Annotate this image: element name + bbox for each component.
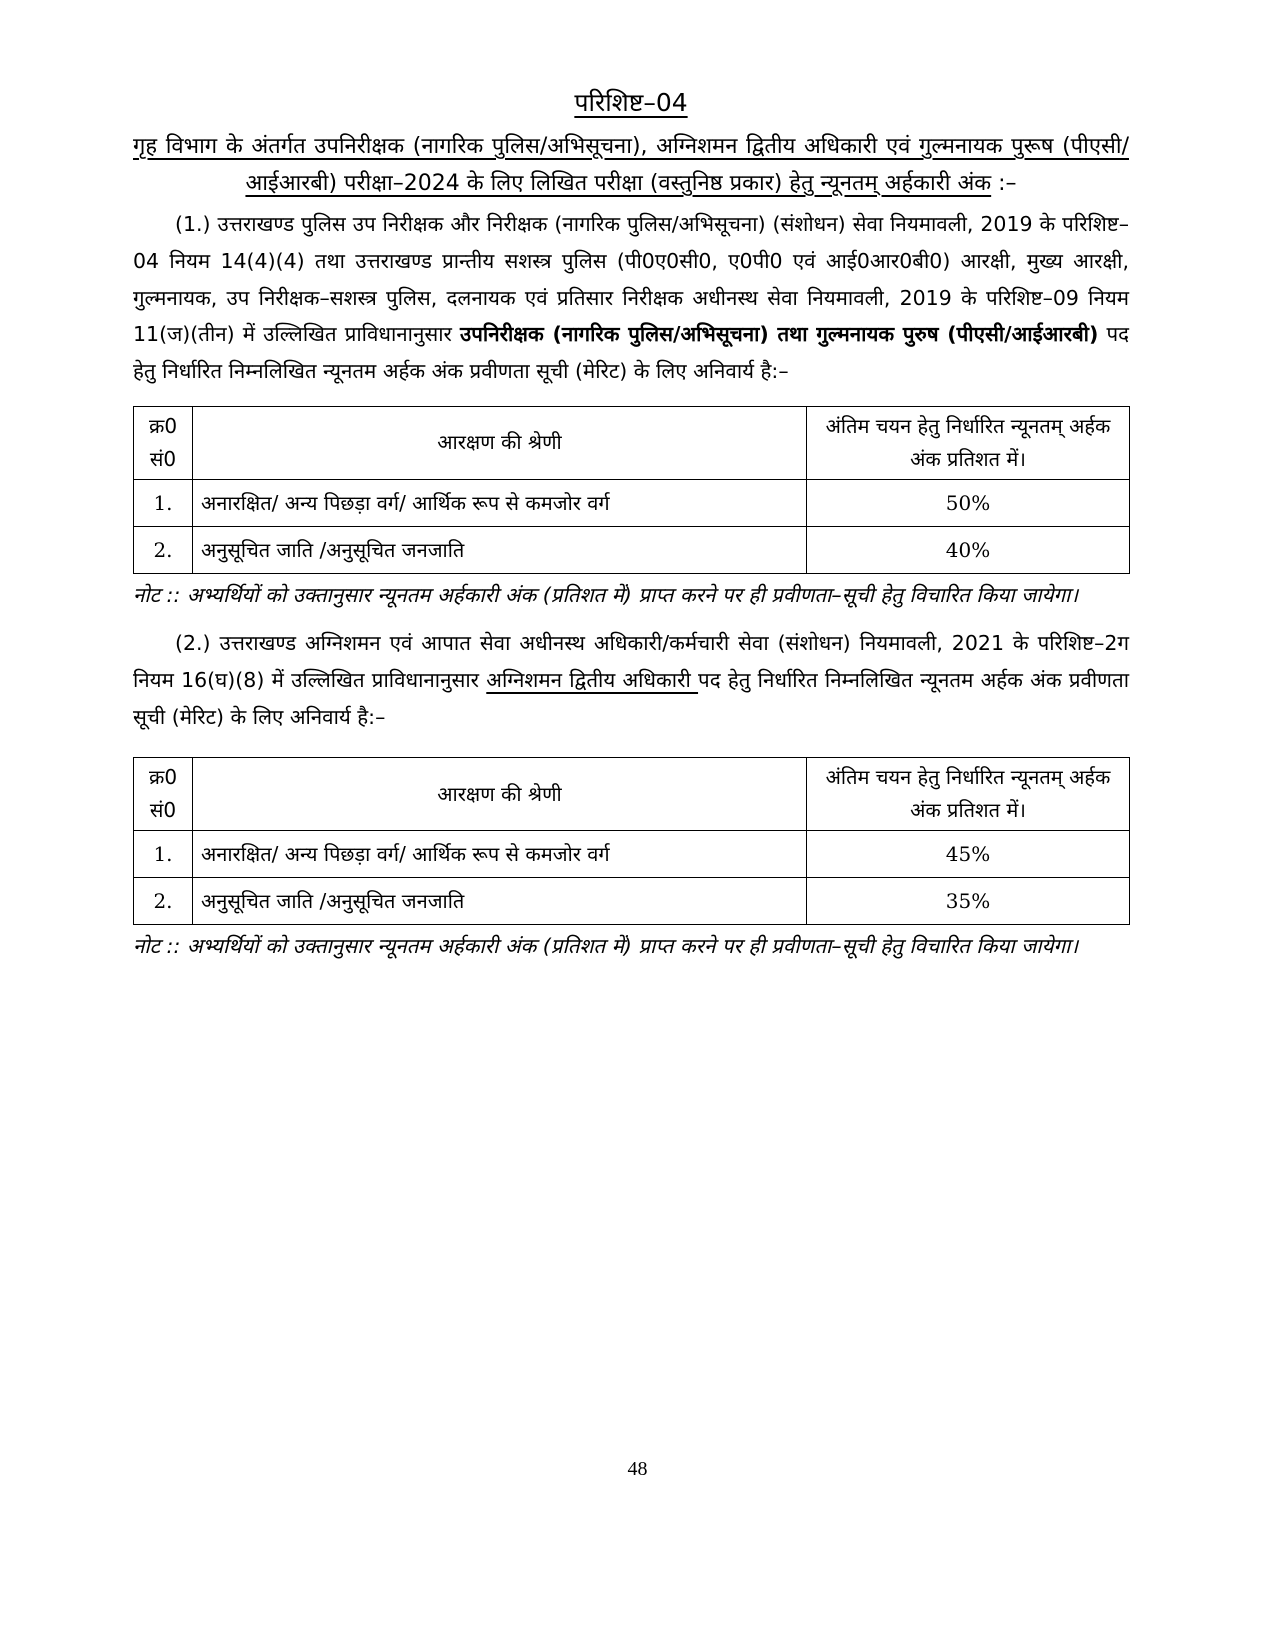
spacer: [133, 613, 1129, 625]
table-header-row: [134, 406, 1130, 479]
col-category-header: आरक्षण की श्रेणी: [193, 758, 807, 831]
row-sno: 1.: [134, 831, 193, 878]
page-number: 48: [627, 1458, 648, 1480]
table-row: [134, 831, 1130, 878]
col-sno-header: क्र0 सं0: [134, 758, 193, 831]
section-1-table: [133, 406, 1130, 574]
row-category: अनुसूचित जाति /अनुसूचित जनजाति: [193, 526, 807, 573]
section-1-text-b: पद हेतु निर्धारित निम्नलिखित न्यूनतम अर्हक अंक प्रवीणता सूची (मेरिट) के लिए अनिवार्य है:–: [133, 322, 1130, 384]
document-heading: [133, 128, 1129, 202]
section-2-paragraph: [133, 625, 1129, 735]
col-percent-header: अंतिम चयन हेतु निर्धारित न्यूनतम् अर्हक अंक प्रतिशत में।: [807, 406, 1130, 479]
row-sno: 2.: [134, 878, 193, 925]
row-category: अनारक्षित/ अन्य पिछड़ा वर्ग/ आर्थिक रूप से कमजोर वर्ग: [193, 831, 807, 878]
row-sno: 1.: [134, 479, 193, 526]
section-1-bold-text: उपनिरीक्षक (नागरिक पुलिस/अभिसूचना) तथा गुल्मनायक पुरुष (पीएसी/आईआरबी): [460, 322, 1099, 347]
row-sno: 2.: [134, 526, 193, 573]
row-category: अनुसूचित जाति /अनुसूचित जनजाति: [193, 878, 807, 925]
document-page: [133, 86, 1129, 964]
row-percent: 35%: [807, 878, 1130, 925]
heading-text: गृह विभाग के अंतर्गत उपनिरीक्षक (नागरिक पुलिस/अभिसूचना), अग्निशमन द्वितीय अधिकारी एवं गुल्मनायक पुरूष (पीएसी/आईआरबी) परीक्षा–2024 के लिए लिखित परीक्षा (वस्तुनिष्ठ प्रकार) हेतु न्यूनतम् अर्हकारी अंक: [133, 134, 1129, 196]
section-2-note: नोट :: अभ्यर्थियों को उक्तानुसार न्यूनतम अर्हकारी अंक (प्रतिशत में) प्राप्त करने पर ही प्रवीणता–सूची हेतु विचारित किया जायेगा।: [133, 934, 1079, 959]
section-1-note: नोट :: अभ्यर्थियों को उक्तानुसार न्यूनतम अर्हकारी अंक (प्रतिशत में) प्राप्त करने पर ही प्रवीणता–सूची हेतु विचारित किया जायेगा।: [133, 582, 1079, 607]
section-1-text-a: उत्तराखण्ड पुलिस उप निरीक्षक और निरीक्षक (नागरिक पुलिस/अभिसूचना) (संशोधन) सेवा नियमावली, 2019 के परिशिष्ट–04 नियम 14(4)(4) तथा उत्तराखण्ड प्रान्तीय सशस्त्र पुलिस (पी0ए0सी0, ए0पी0 एवं आई0आर0बी0) आरक्षी, मुख्य आरक्षी, गुल्मनायक, उप निरीक्षक–सशस्त्र पुलिस, दलनायक एवं प्रतिसार निरीक्षक अधीनस्थ सेवा नियमावली, 2019 के परिशिष्ट–09 नियम 11(ज)(तीन) में उल्लिखित प्राविधानानुसार: [133, 212, 1129, 347]
row-percent: 50%: [807, 479, 1130, 526]
table-row: [134, 526, 1130, 573]
col-sno-header: क्र0 सं0: [134, 406, 193, 479]
section-2-text-b: पद हेतु निर्धारित निम्नलिखित न्यूनतम अर्हक अंक प्रवीणता सूची (मेरिट) के लिए अनिवार्य है:–: [133, 667, 1130, 729]
row-percent: 45%: [807, 831, 1130, 878]
section-1-number: (1.): [175, 212, 211, 236]
table-row: [134, 878, 1130, 925]
table-row: [134, 479, 1130, 526]
table-header-row: [134, 758, 1130, 831]
section-2-number: (2.): [175, 630, 211, 655]
row-category: अनारक्षित/ अन्य पिछड़ा वर्ग/ आर्थिक रूप से कमजोर वर्ग: [193, 479, 807, 526]
section-1-paragraph: [133, 206, 1129, 390]
col-percent-header: अंतिम चयन हेतु निर्धारित न्यूनतम् अर्हक अंक प्रतिशत में।: [807, 758, 1130, 831]
section-2-underlined-text: अग्निशमन द्वितीय अधिकारी: [486, 667, 699, 692]
col-category-header: आरक्षण की श्रेणी: [193, 406, 807, 479]
appendix-title: परिशिष्ट–04: [574, 88, 688, 117]
section-2-table: [133, 757, 1130, 925]
section-2-text-a: उत्तराखण्ड अग्निशमन एवं आपात सेवा अधीनस्थ अधिकारी/कर्मचारी सेवा (संशोधन) नियमावली, 2021 के परिशिष्ट–2ग नियम 16(घ)(8) में उल्लिखित प्राविधानानुसार: [133, 630, 1129, 692]
heading-suffix: :–: [991, 171, 1017, 196]
row-percent: 40%: [807, 526, 1130, 573]
